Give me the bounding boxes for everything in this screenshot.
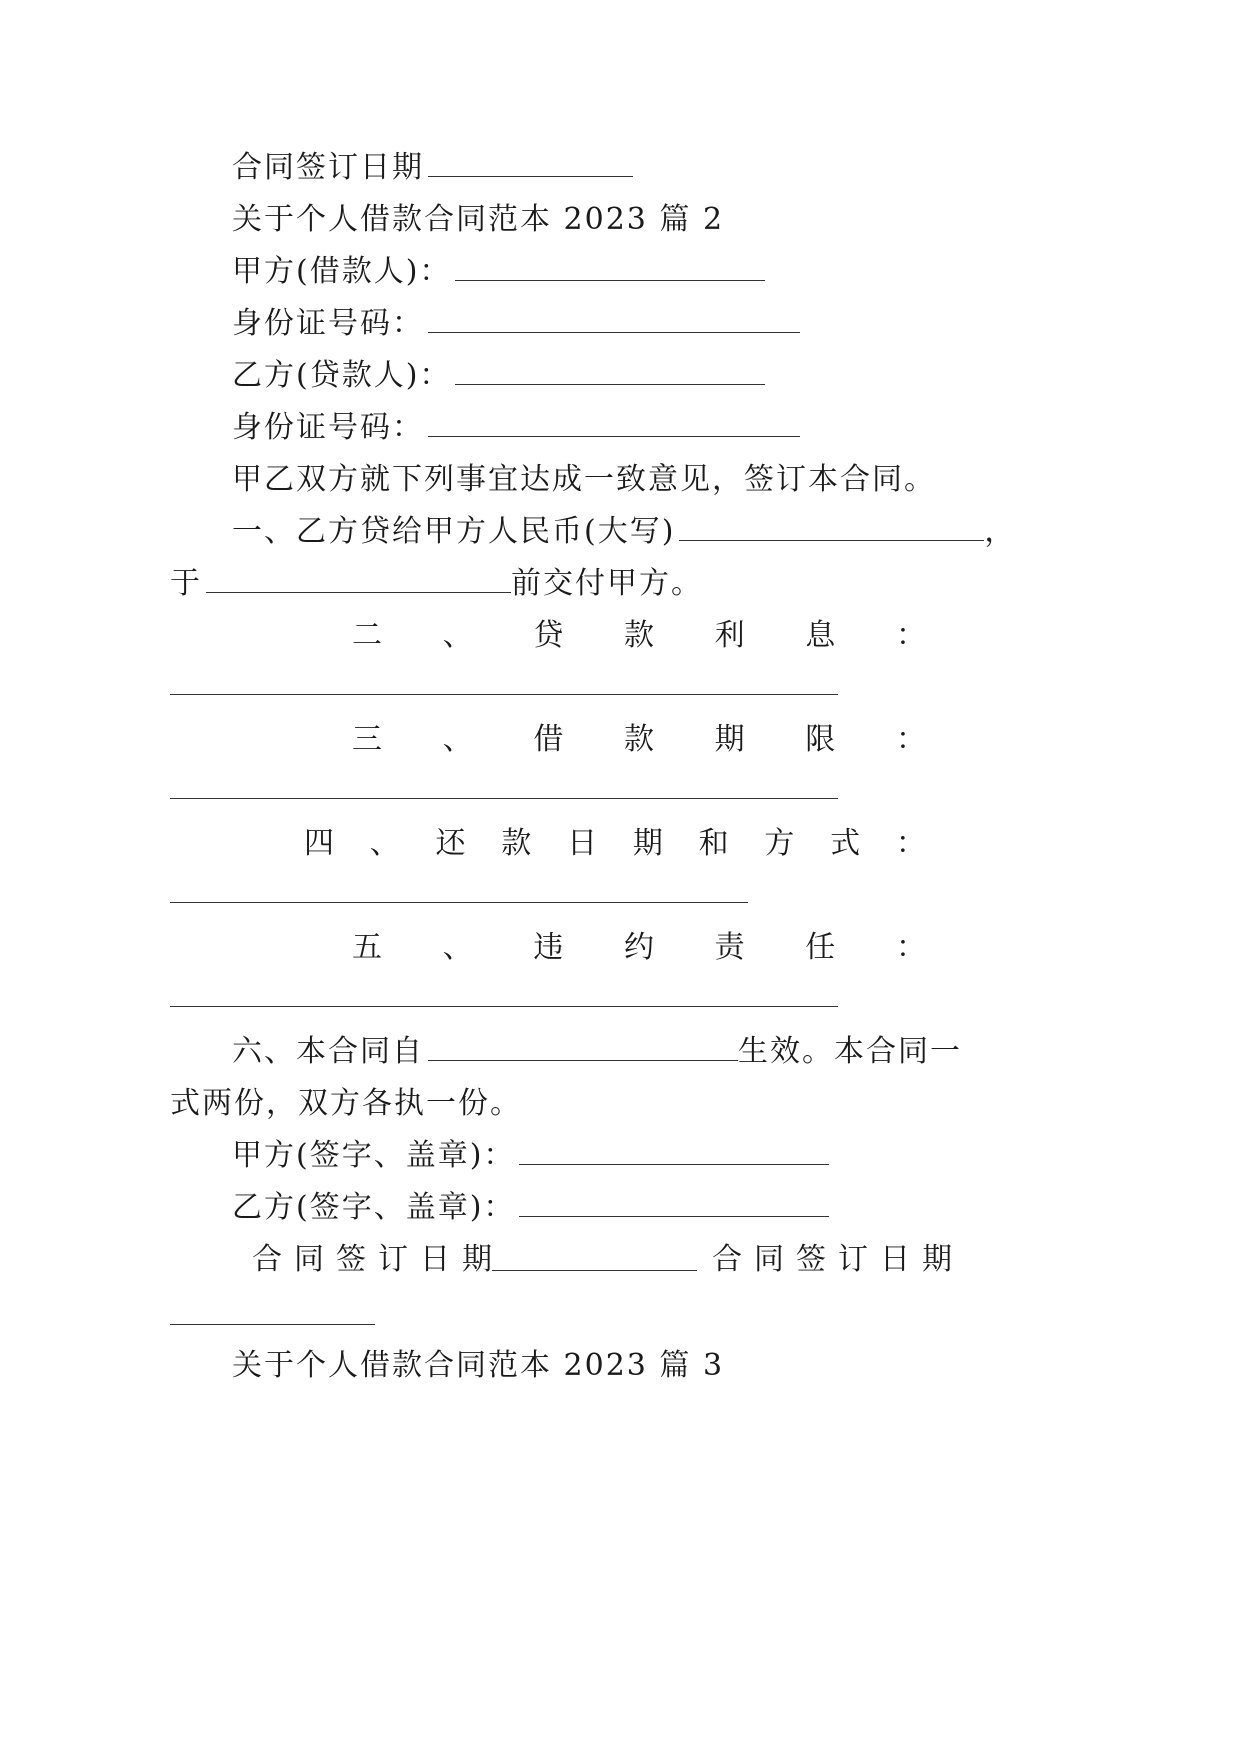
sign-a-blank [519,1138,829,1165]
item4-char: 日 [567,826,598,861]
item4-heading [304,824,926,864]
item1-line-b [170,564,703,604]
party-a-line [232,252,765,292]
item1-line-a [232,512,1016,552]
item2-heading [352,616,926,656]
item4-char: 四 [304,826,334,861]
item4-char: ： [895,826,926,861]
item4-blank [170,902,748,903]
item2-char: 二 [352,618,382,653]
item1-label: 一、乙方贷给甲方人民币(大写) [232,514,676,549]
item6-line-b: 式两份，双方各执一份。 [170,1086,522,1121]
item2-char: 利 [714,618,745,653]
item2-char: 贷 [533,618,564,653]
item3-char: 期 [714,722,745,757]
sign-date-line-1 [252,1240,504,1280]
item6-suffix: 生效。本合同一 [738,1034,962,1069]
sign-date-label-2: 合同签订日期 [712,1242,964,1277]
item4-char: 款 [501,826,532,861]
item3-char: 款 [623,722,654,757]
item3-char: 借 [533,722,564,757]
party-b-blank [455,358,765,385]
id-a-line [232,304,800,344]
item2-char: ： [895,618,926,653]
party-b-line [232,356,765,396]
item5-char: 任 [805,930,836,965]
section-title-2: 关于个人借款合同范本 2023 篇 2 [232,202,725,237]
item3-heading [352,720,926,760]
sign-a-line [232,1136,829,1176]
item1-comma: ， [984,514,1017,549]
party-b-label: 乙方(贷款人)： [232,358,452,393]
agreement-statement: 甲乙双方就下列事宜达成一致意见，签订本合同。 [232,462,936,497]
item6-line-a [232,1032,962,1072]
item1-date-prefix: 于 [170,566,202,601]
item1-date-blank [206,566,511,593]
sign-date-line-top [232,148,633,188]
item4-char: 式 [830,826,861,861]
sign-b-line [232,1188,829,1228]
item1-date-suffix: 前交付甲方。 [511,566,703,601]
item5-char: 、 [442,930,473,965]
item4-char: 期 [632,826,663,861]
item6-date-blank [428,1034,738,1061]
sign-date-blank-1 [492,1270,697,1271]
item6-prefix: 六、本合同自 [232,1034,424,1069]
item4-char: 方 [764,826,795,861]
item1-amount-blank [679,514,984,541]
sign-date-blank [428,150,633,177]
item3-char: 三 [352,722,382,757]
item4-char: 、 [369,826,400,861]
item5-char: 约 [623,930,654,965]
id-a-blank [428,306,800,333]
item4-char: 还 [435,826,466,861]
item2-char: 息 [805,618,836,653]
sign-date-label-1: 合同签订日期 [252,1242,504,1277]
sign-date-line-2 [712,1240,964,1280]
item3-blank [170,798,838,799]
party-a-label: 甲方(借款人)： [232,254,452,289]
item3-char: 、 [442,722,473,757]
item2-char: 、 [442,618,473,653]
section-title-3: 关于个人借款合同范本 2023 篇 3 [232,1348,725,1383]
item2-char: 款 [623,618,654,653]
id-b-blank [428,410,800,437]
item3-char: 限 [805,722,836,757]
item4-char: 和 [698,826,729,861]
id-b-label: 身份证号码： [232,410,424,445]
id-b-line [232,408,800,448]
item5-heading [352,928,926,968]
sign-a-label: 甲方(签字、盖章)： [232,1138,516,1173]
item5-char: 责 [714,930,745,965]
item2-blank [170,694,838,695]
id-a-label: 身份证号码： [232,306,424,341]
item5-blank [170,1006,838,1007]
item5-char: 五 [352,930,382,965]
item5-char: 违 [533,930,564,965]
item3-char: ： [895,722,926,757]
party-a-blank [455,254,765,281]
item5-char: ： [895,930,926,965]
sign-date-blank-2 [170,1324,375,1325]
sign-b-label: 乙方(签字、盖章)： [232,1190,516,1225]
sign-date-label: 合同签订日期 [232,150,424,185]
sign-b-blank [519,1190,829,1217]
